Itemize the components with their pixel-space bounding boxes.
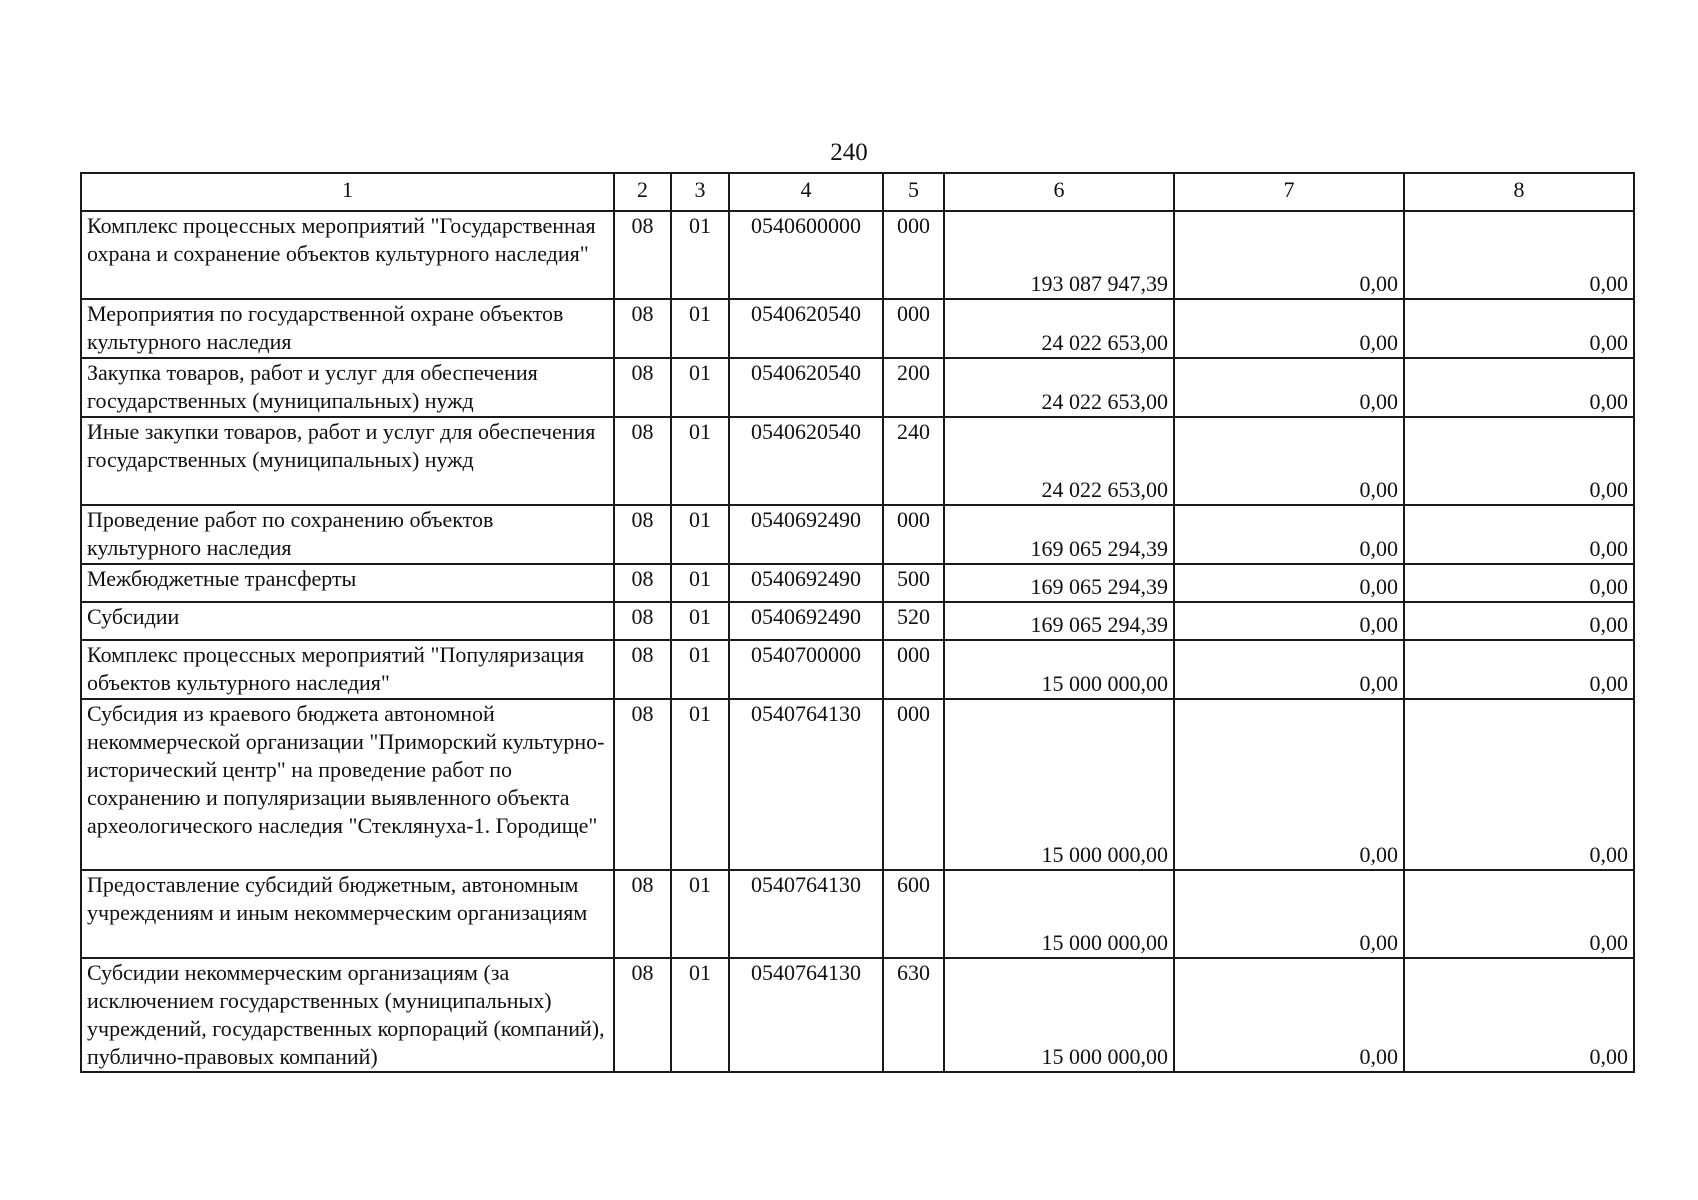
table-row [81,958,1634,1072]
table-row [81,299,1634,358]
row-subsection: 01 [671,640,729,699]
row-amount-8: 0,00 [1404,699,1634,870]
row-target-code: 0540764130 [729,870,883,958]
table-row [81,505,1634,564]
row-amount-8: 0,00 [1404,602,1634,640]
row-amount-6: 15 000 000,00 [944,640,1174,699]
row-amount-7: 0,00 [1174,299,1404,358]
row-amount-6: 169 065 294,39 [944,564,1174,602]
row-amount-7: 0,00 [1174,640,1404,699]
row-amount-6: 15 000 000,00 [944,958,1174,1072]
row-target-code: 0540764130 [729,958,883,1072]
row-amount-7: 0,00 [1174,505,1404,564]
table-row [81,564,1634,602]
row-amount-8: 0,00 [1404,211,1634,299]
row-target-code: 0540600000 [729,211,883,299]
row-section: 08 [614,505,671,564]
row-section: 08 [614,564,671,602]
row-amount-7: 0,00 [1174,564,1404,602]
row-target-code: 0540620540 [729,358,883,417]
column-header: 8 [1404,173,1634,211]
row-amount-6: 24 022 653,00 [944,417,1174,505]
table-row [81,870,1634,958]
row-amount-7: 0,00 [1174,870,1404,958]
page-number-text: 240 [830,139,868,166]
row-expense-type: 200 [883,358,944,417]
row-name: Мероприятия по государственной охране объектов культурного наследия [81,299,614,358]
row-amount-8: 0,00 [1404,358,1634,417]
row-subsection: 01 [671,358,729,417]
row-target-code: 0540764130 [729,699,883,870]
row-section: 08 [614,211,671,299]
row-expense-type: 500 [883,564,944,602]
row-expense-type: 520 [883,602,944,640]
row-section: 08 [614,358,671,417]
column-header: 5 [883,173,944,211]
row-target-code: 0540620540 [729,299,883,358]
table-header-row [81,173,1634,211]
row-amount-7: 0,00 [1174,358,1404,417]
row-section: 08 [614,699,671,870]
row-name: Комплекс процессных мероприятий "Государственная охрана и сохранение объектов культурного наследия" [81,211,614,299]
row-target-code: 0540692490 [729,564,883,602]
row-amount-6: 15 000 000,00 [944,699,1174,870]
row-section: 08 [614,870,671,958]
row-expense-type: 600 [883,870,944,958]
row-name: Иные закупки товаров, работ и услуг для обеспечения государственных (муниципальных) нужд [81,417,614,505]
row-target-code: 0540692490 [729,505,883,564]
row-expense-type: 630 [883,958,944,1072]
row-name: Комплекс процессных мероприятий "Популяризация объектов культурного наследия" [81,640,614,699]
row-name: Предоставление субсидий бюджетным, автономным учреждениям и иным некоммерческим организациям [81,870,614,958]
row-expense-type: 000 [883,640,944,699]
row-amount-6: 24 022 653,00 [944,358,1174,417]
row-subsection: 01 [671,958,729,1072]
row-amount-8: 0,00 [1404,505,1634,564]
row-amount-8: 0,00 [1404,299,1634,358]
row-amount-7: 0,00 [1174,699,1404,870]
row-target-code: 0540620540 [729,417,883,505]
row-section: 08 [614,417,671,505]
row-amount-8: 0,00 [1404,958,1634,1072]
row-subsection: 01 [671,699,729,870]
row-section: 08 [614,299,671,358]
row-amount-6: 193 087 947,39 [944,211,1174,299]
row-subsection: 01 [671,211,729,299]
row-subsection: 01 [671,564,729,602]
row-subsection: 01 [671,417,729,505]
row-amount-6: 15 000 000,00 [944,870,1174,958]
row-amount-7: 0,00 [1174,958,1404,1072]
column-header: 4 [729,173,883,211]
row-name: Субсидии некоммерческим организациям (за исключением государственных (муниципальных) учреждений, государственных корпораций (компаний), публично-правовых компаний) [81,958,614,1072]
row-amount-6: 169 065 294,39 [944,505,1174,564]
row-name: Проведение работ по сохранению объектов культурного наследия [81,505,614,564]
row-amount-6: 24 022 653,00 [944,299,1174,358]
row-expense-type: 240 [883,417,944,505]
row-amount-7: 0,00 [1174,602,1404,640]
column-header: 6 [944,173,1174,211]
column-header: 1 [81,173,614,211]
row-name: Закупка товаров, работ и услуг для обеспечения государственных (муниципальных) нужд [81,358,614,417]
column-header: 2 [614,173,671,211]
row-expense-type: 000 [883,699,944,870]
row-subsection: 01 [671,602,729,640]
row-amount-6: 169 065 294,39 [944,602,1174,640]
table-row [81,602,1634,640]
row-subsection: 01 [671,870,729,958]
column-header: 7 [1174,173,1404,211]
row-target-code: 0540692490 [729,602,883,640]
row-expense-type: 000 [883,211,944,299]
row-name: Межбюджетные трансферты [81,564,614,602]
row-amount-7: 0,00 [1174,417,1404,505]
row-expense-type: 000 [883,299,944,358]
budget-table [80,172,1635,1073]
row-name: Субсидии [81,602,614,640]
row-section: 08 [614,640,671,699]
row-amount-8: 0,00 [1404,564,1634,602]
row-amount-7: 0,00 [1174,211,1404,299]
row-target-code: 0540700000 [729,640,883,699]
row-section: 08 [614,602,671,640]
row-subsection: 01 [671,505,729,564]
row-subsection: 01 [671,299,729,358]
column-header: 3 [671,173,729,211]
row-expense-type: 000 [883,505,944,564]
page-number [0,138,1698,168]
table-row [81,640,1634,699]
row-amount-8: 0,00 [1404,870,1634,958]
row-amount-8: 0,00 [1404,417,1634,505]
row-name: Субсидия из краевого бюджета автономной некоммерческой организации "Приморский культурно-исторический центр" на проведение работ по сохранению и популяризации выявленного объекта археологического наследия "Стеклянуха-1. Городище" [81,699,614,870]
table-row [81,358,1634,417]
table-row [81,417,1634,505]
row-amount-8: 0,00 [1404,640,1634,699]
row-section: 08 [614,958,671,1072]
table-row [81,699,1634,870]
table-row [81,211,1634,299]
